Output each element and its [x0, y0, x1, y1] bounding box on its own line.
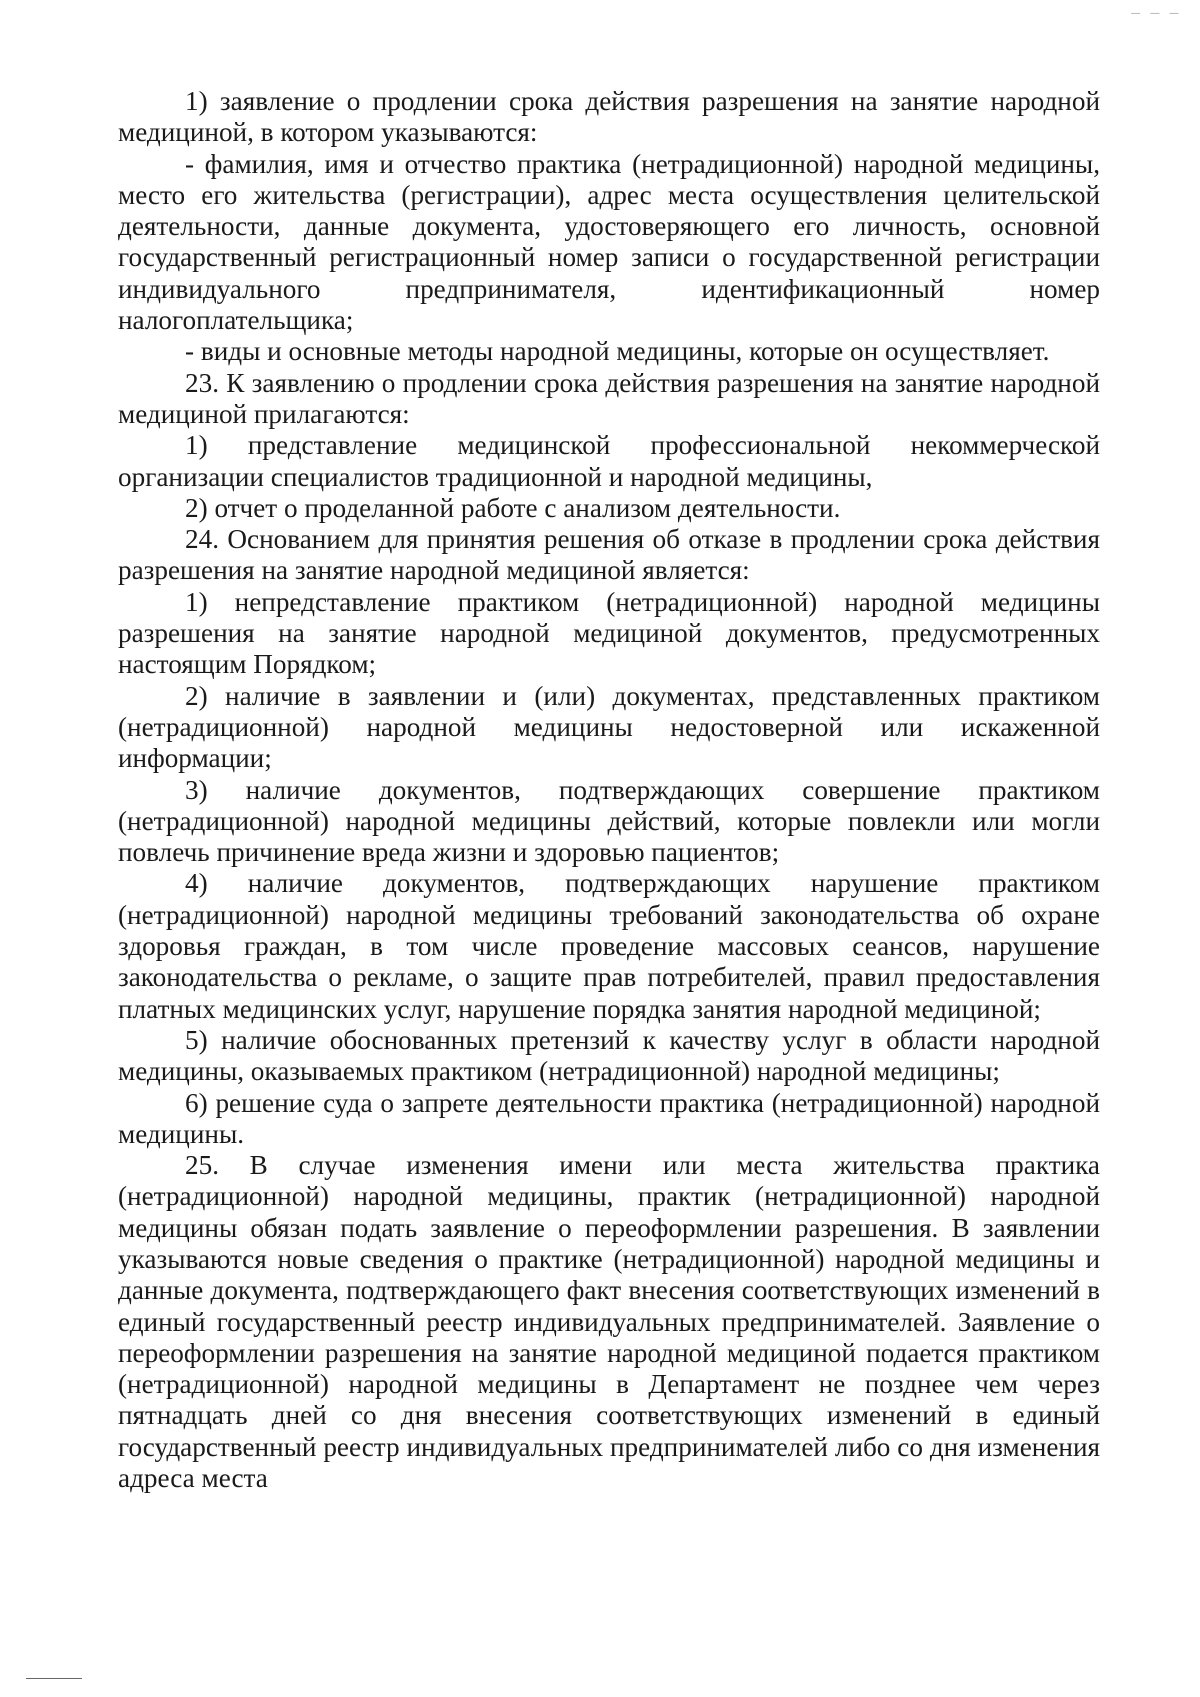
paragraph-application: 1) заявление о продлении срока действия разрешения на занятие народной медициной, в котором указываются: — [118, 86, 1100, 148]
paragraph-item-23: 23. К заявлению о продлении срока действия разрешения на занятие народной медициной прилагаются: — [118, 367, 1100, 429]
paragraph-24-3: 3) наличие документов, подтверждающих совершение практиком (нетрадиционной) народной медицины действий, которые повлекли или могли повлечь причинение вреда жизни и здоровью пациентов; — [118, 774, 1100, 868]
paragraph-fio-details: - фамилия, имя и отчество практика (нетрадиционной) народной медицины, место его жительства (регистрации), адрес места осуществления целительской деятельности, данные документа, удостоверяющего его личность, основной государственный регистрационный номер записи о государственной регистрации индивидуального предпринимателя, идентификационный номер налогоплательщика; — [118, 148, 1100, 336]
paragraph-24-4: 4) наличие документов, подтверждающих нарушение практиком (нетрадиционной) народной медицины требований законодательства об охране здоровья граждан, в том числе проведение массовых сеансов, нарушение законодательства о рекламе, о защите прав потребителей, правил предоставления платных медицинских услуг, нарушение порядка занятия народной медициной; — [118, 868, 1100, 1024]
paragraph-24-6: 6) решение суда о запрете деятельности практика (нетрадиционной) народной медицины. — [118, 1087, 1100, 1149]
paragraph-24-2: 2) наличие в заявлении и (или) документах, представленных практиком (нетрадиционной) народной медицины недостоверной или искаженной информации; — [118, 680, 1100, 774]
scan-edge-line — [26, 1678, 82, 1679]
paragraph-item-25: 25. В случае изменения имени или места жительства практика (нетрадиционной) народной медицины, практик (нетрадиционной) народной медицины обязан подать заявление о переоформлении разрешения. В заявлении указываются новые сведения о практике (нетрадиционной) народной медицины и данные документа, подтверждающего факт внесения соответствующих изменений в единый государственный реестр индивидуальных предпринимателей. Заявление о переоформлении разрешения на занятие народной медициной подается практиком (нетрадиционной) народной медицины в Департамент не позднее чем через пятнадцать дней со дня внесения соответствующих изменений в единый государственный реестр индивидуальных предпринимателей либо со дня изменения адреса места — [118, 1150, 1100, 1494]
paragraph-23-1: 1) представление медицинской профессиональной некоммерческой организации специалистов традиционной и народной медицины, — [118, 430, 1100, 492]
document-page — [118, 86, 1100, 1494]
scan-corner-mark: — — — — [1130, 8, 1182, 19]
paragraph-item-24: 24. Основанием для принятия решения об отказе в продлении срока действия разрешения на занятие народной медициной является: — [118, 524, 1100, 586]
paragraph-24-1: 1) непредставление практиком (нетрадиционной) народной медицины разрешения на занятие народной медициной документов, предусмотренных настоящим Порядком; — [118, 586, 1100, 680]
paragraph-24-5: 5) наличие обоснованных претензий к качеству услуг в области народной медицины, оказываемых практиком (нетрадиционной) народной медицины; — [118, 1024, 1100, 1087]
paragraph-methods: - виды и основные методы народной медицины, которые он осуществляет. — [185, 336, 1050, 367]
paragraph-23-2: 2) отчет о проделанной работе с анализом деятельности. — [185, 492, 841, 523]
